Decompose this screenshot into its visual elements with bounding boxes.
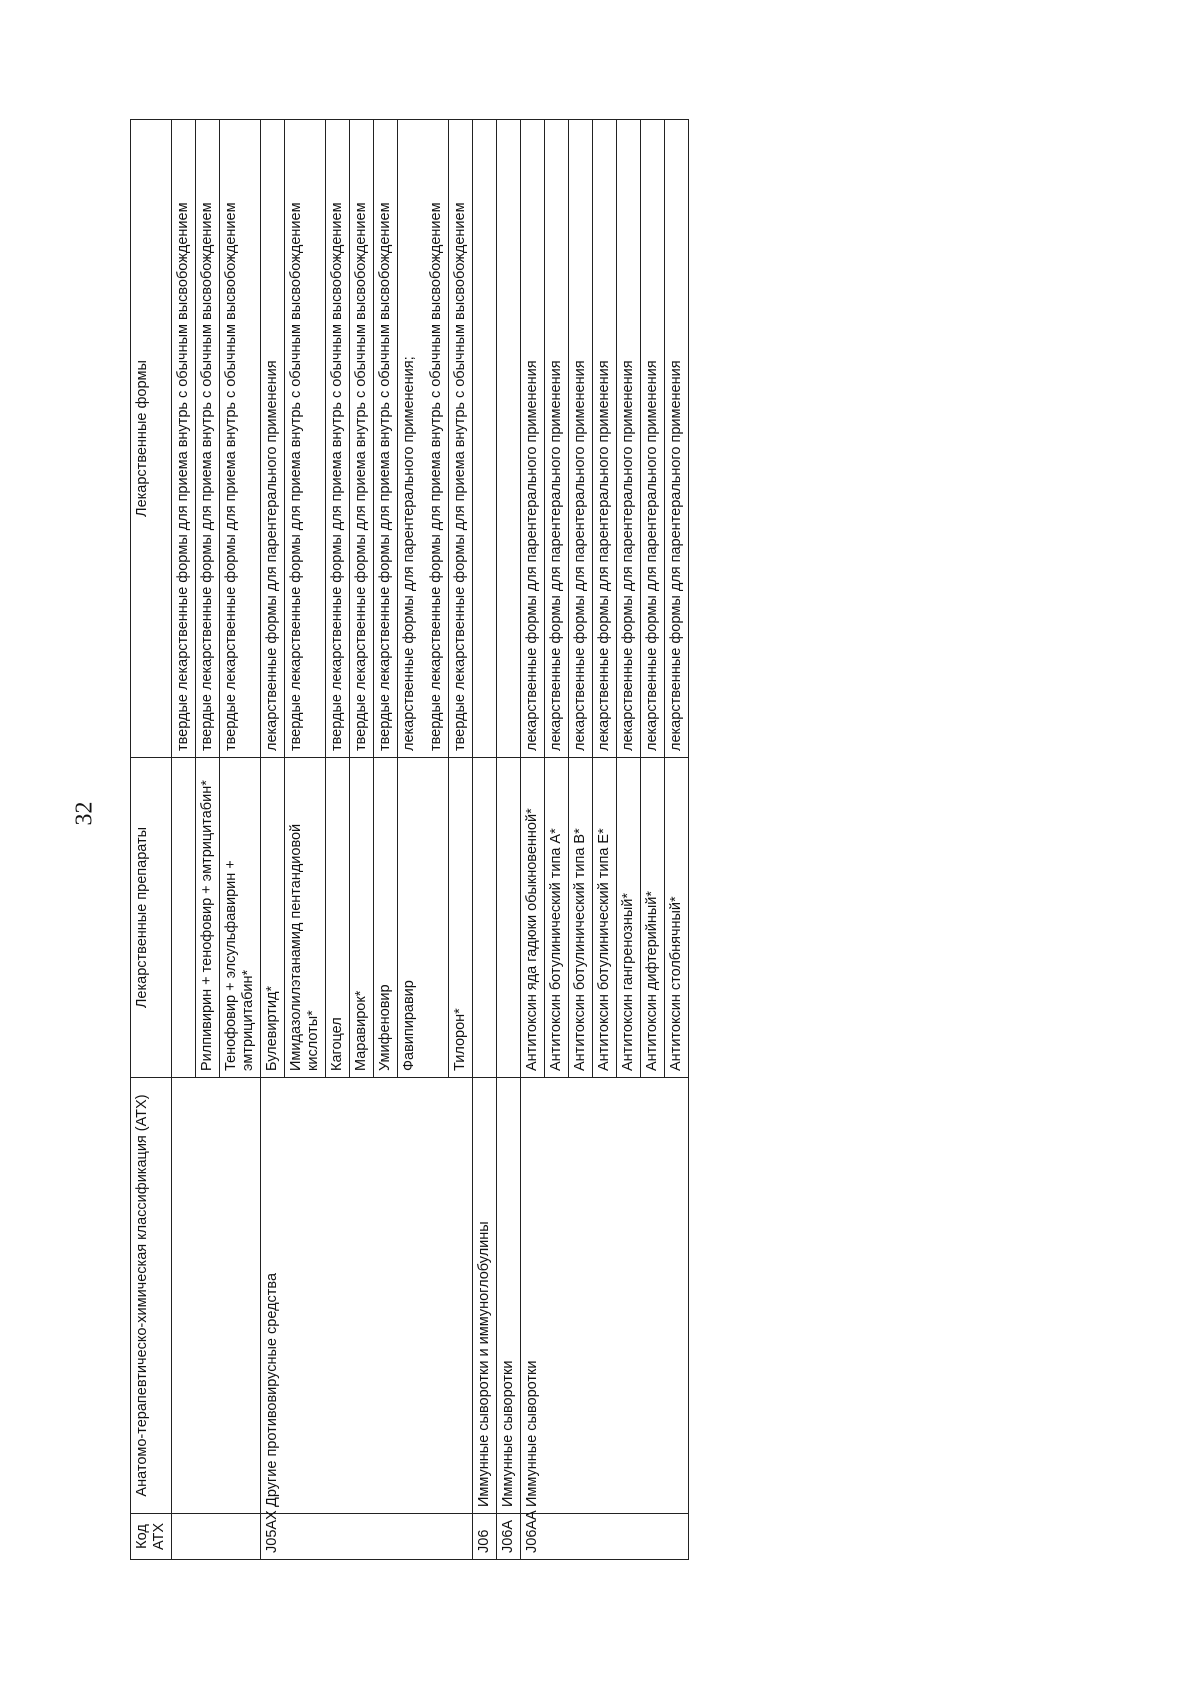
cell-classification bbox=[172, 1078, 196, 1514]
cell-classification bbox=[374, 1078, 398, 1514]
form-line: лекарственные формы для парентерального применения bbox=[668, 360, 684, 751]
table-row bbox=[521, 120, 545, 1560]
cell-code bbox=[593, 1514, 617, 1560]
table-row bbox=[449, 120, 473, 1560]
cell-forms bbox=[374, 120, 398, 758]
cell-code bbox=[374, 1514, 398, 1560]
cell-drug: Антитоксин ботулинический типа Е* bbox=[593, 758, 617, 1078]
form-line: твердые лекарственные формы для приема внутрь с обычным высвобождением bbox=[288, 202, 304, 751]
cell-classification: Иммунные сыворотки bbox=[521, 1078, 545, 1514]
cell-forms bbox=[545, 120, 569, 758]
table-row bbox=[398, 120, 449, 1560]
cell-code: J06AA bbox=[521, 1514, 545, 1560]
cell-drug: Кагоцел bbox=[326, 758, 350, 1078]
cell-forms bbox=[398, 120, 449, 758]
cell-code: J05AX bbox=[261, 1514, 285, 1560]
cell-forms bbox=[641, 120, 665, 758]
cell-forms bbox=[665, 120, 689, 758]
header-classification: Анатомо-терапевтическо-химическая классификация (АТХ) bbox=[131, 1078, 172, 1514]
form-line: лекарственные формы для парентерального применения bbox=[572, 360, 588, 751]
form-line: лекарственные формы для парентерального применения; bbox=[401, 356, 417, 751]
cell-classification bbox=[449, 1078, 473, 1514]
cell-drug: Булевиртид* bbox=[261, 758, 285, 1078]
form-line: твердые лекарственные формы для приема внутрь с обычным высвобождением bbox=[175, 202, 191, 751]
cell-forms bbox=[569, 120, 593, 758]
table-row bbox=[545, 120, 569, 1560]
cell-classification bbox=[398, 1078, 449, 1514]
table-row bbox=[617, 120, 641, 1560]
table-row bbox=[285, 120, 326, 1560]
cell-forms bbox=[326, 120, 350, 758]
cell-forms bbox=[473, 120, 497, 758]
table-row bbox=[350, 120, 374, 1560]
table-row bbox=[641, 120, 665, 1560]
form-line: лекарственные формы для парентерального применения bbox=[620, 360, 636, 751]
cell-forms bbox=[350, 120, 374, 758]
cell-drug: Тилорон* bbox=[449, 758, 473, 1078]
cell-classification bbox=[220, 1078, 261, 1514]
cell-forms bbox=[593, 120, 617, 758]
cell-classification bbox=[350, 1078, 374, 1514]
cell-classification bbox=[665, 1078, 689, 1514]
cell-code bbox=[449, 1514, 473, 1560]
table-row bbox=[196, 120, 220, 1560]
form-line: твердые лекарственные формы для приема внутрь с обычным высвобождением bbox=[377, 202, 393, 751]
cell-classification bbox=[641, 1078, 665, 1514]
cell-code bbox=[665, 1514, 689, 1560]
table-row bbox=[593, 120, 617, 1560]
form-line: твердые лекарственные формы для приема внутрь с обычным высвобождением bbox=[329, 202, 345, 751]
cell-classification bbox=[569, 1078, 593, 1514]
cell-drug: Антитоксин ботулинический типа В* bbox=[569, 758, 593, 1078]
cell-drug: Рилпивирин + тенофовир + эмтрицитабин* bbox=[196, 758, 220, 1078]
cell-forms bbox=[220, 120, 261, 758]
cell-classification bbox=[196, 1078, 220, 1514]
cell-forms bbox=[497, 120, 521, 758]
cell-drug: Маравирок* bbox=[350, 758, 374, 1078]
cell-classification: Иммунные сыворотки bbox=[497, 1078, 521, 1514]
cell-code bbox=[641, 1514, 665, 1560]
cell-code: J06 bbox=[473, 1514, 497, 1560]
table-row bbox=[172, 120, 196, 1560]
page-number: 32 bbox=[71, 801, 98, 826]
cell-classification bbox=[593, 1078, 617, 1514]
cell-code: J06A bbox=[497, 1514, 521, 1560]
cell-forms bbox=[172, 120, 196, 758]
cell-code bbox=[617, 1514, 641, 1560]
table-row bbox=[665, 120, 689, 1560]
cell-forms bbox=[285, 120, 326, 758]
cell-drug bbox=[473, 758, 497, 1078]
cell-classification: Другие противовирусные средства bbox=[261, 1078, 285, 1514]
cell-code bbox=[398, 1514, 449, 1560]
cell-forms bbox=[196, 120, 220, 758]
form-line: твердые лекарственные формы для приема внутрь с обычным высвобождением bbox=[452, 202, 468, 751]
cell-code bbox=[285, 1514, 326, 1560]
cell-drug: Тенофовир + элсульфавирин + эмтрицитабин* bbox=[220, 758, 261, 1078]
cell-classification bbox=[285, 1078, 326, 1514]
cell-code bbox=[545, 1514, 569, 1560]
cell-code bbox=[196, 1514, 220, 1560]
table-body bbox=[172, 120, 689, 1560]
cell-classification: Иммунные сыворотки и иммуноглобулины bbox=[473, 1078, 497, 1514]
cell-drug: Антитоксин дифтерийный* bbox=[641, 758, 665, 1078]
cell-drug: Антитоксин гангренозный* bbox=[617, 758, 641, 1078]
cell-drug: Антитоксин ботулинический типа А* bbox=[545, 758, 569, 1078]
cell-code bbox=[350, 1514, 374, 1560]
cell-classification bbox=[617, 1078, 641, 1514]
cell-code bbox=[220, 1514, 261, 1560]
header-drugs: Лекарственные препараты bbox=[131, 758, 172, 1078]
table-row bbox=[220, 120, 261, 1560]
cell-forms bbox=[261, 120, 285, 758]
cell-drug bbox=[172, 758, 196, 1078]
form-line: твердые лекарственные формы для приема внутрь с обычным высвобождением bbox=[223, 202, 239, 751]
form-line: лекарственные формы для парентерального применения bbox=[524, 360, 540, 751]
header-forms: Лекарственные формы bbox=[131, 120, 172, 758]
form-line: твердые лекарственные формы для приема внутрь с обычным высвобождением bbox=[199, 202, 215, 751]
table-row bbox=[326, 120, 350, 1560]
cell-forms bbox=[617, 120, 641, 758]
rotated-table-container bbox=[130, 120, 1090, 1560]
cell-forms bbox=[521, 120, 545, 758]
form-line: твердые лекарственные формы для приема внутрь с обычным высвобождением bbox=[353, 202, 369, 751]
cell-drug bbox=[497, 758, 521, 1078]
atc-table bbox=[130, 119, 689, 1560]
form-line: твердые лекарственные формы для приема внутрь с обычным высвобождением bbox=[428, 202, 444, 751]
cell-drug: Антитоксин яда гадюки обыкновенной* bbox=[521, 758, 545, 1078]
header-code: Код АТХ bbox=[131, 1514, 172, 1560]
cell-drug: Умифеновир bbox=[374, 758, 398, 1078]
cell-classification bbox=[326, 1078, 350, 1514]
form-line: лекарственные формы для парентерального применения bbox=[548, 360, 564, 751]
cell-code bbox=[326, 1514, 350, 1560]
table-row bbox=[374, 120, 398, 1560]
cell-drug: Имидазолилэтанамид пентандиовой кислоты* bbox=[285, 758, 326, 1078]
cell-code bbox=[569, 1514, 593, 1560]
cell-drug: Фавипиравир bbox=[398, 758, 449, 1078]
table-row bbox=[261, 120, 285, 1560]
form-line: лекарственные формы для парентерального применения bbox=[596, 360, 612, 751]
cell-code bbox=[172, 1514, 196, 1560]
form-line: лекарственные формы для парентерального применения bbox=[264, 360, 280, 751]
table-row bbox=[569, 120, 593, 1560]
cell-forms bbox=[449, 120, 473, 758]
table-row bbox=[497, 120, 521, 1560]
table-row bbox=[473, 120, 497, 1560]
table-header-row bbox=[131, 120, 172, 1560]
cell-drug: Антитоксин столбнячный* bbox=[665, 758, 689, 1078]
form-line: лекарственные формы для парентерального применения bbox=[644, 360, 660, 751]
cell-classification bbox=[545, 1078, 569, 1514]
